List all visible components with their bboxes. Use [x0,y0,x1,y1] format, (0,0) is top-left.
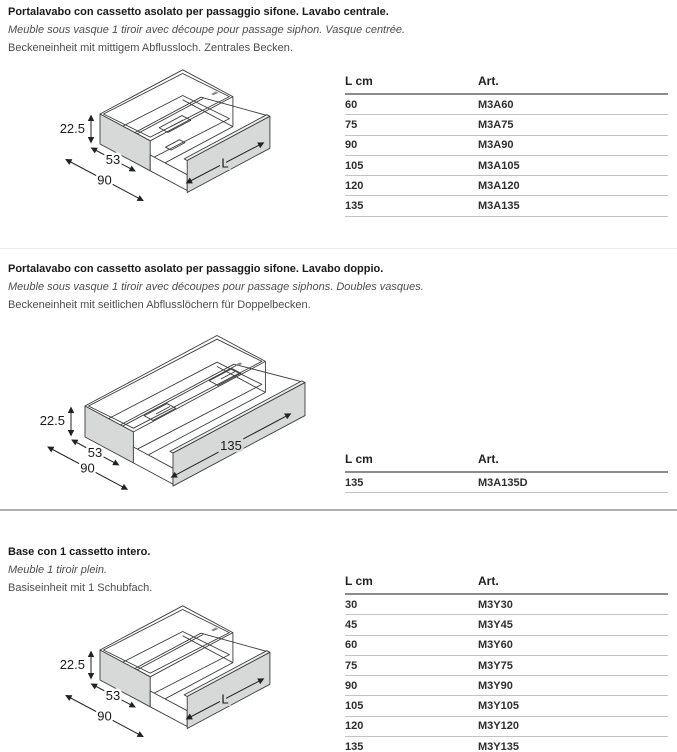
article-cell: M3Y60 [478,639,513,652]
table-row [345,636,668,656]
column-header-length: L cm [345,74,373,88]
article-cell: M3Y105 [478,700,519,713]
length-cell: 75 [345,659,358,672]
section1-subtitle-fr: Meuble sous vasque 1 tiroir avec découpe pour passage siphon. Vasque centrée. [8,24,406,36]
dimension-label-height: 22.5 [59,657,85,672]
dimension-label-length: L [221,691,229,707]
section2-subtitle-de: Beckeneinheit mit seitlichen Abflusslöchern für Doppelbecken. [8,299,311,311]
cabinet-drawing-single-basin [25,62,335,222]
dimension-label-open-depth: 90 [97,172,112,188]
length-cell: 105 [345,159,364,172]
length-cell: 60 [345,98,358,111]
length-cell: 135 [345,476,364,489]
cabinet-body [100,606,270,729]
table-row [345,717,668,737]
length-cell: 105 [345,700,364,713]
drawer-side [150,691,187,727]
cabinet-body [100,70,270,193]
article-cell: M3Y30 [478,598,513,611]
length-cell: 90 [345,679,358,692]
section-divider [0,509,677,511]
table-row [345,115,668,135]
dimension-label-depth: 53 [87,445,103,460]
section1-subtitle-de: Beckeneinheit mit mittigem Abflussloch. Zentrales Becken. [8,42,293,54]
dimension-label-length: 135 [220,438,242,453]
table-row [345,595,668,615]
length-cell: 135 [345,200,364,213]
table-row [345,473,668,493]
table-row [345,176,668,196]
table-row [345,95,668,115]
article-cell: M3Y135 [478,740,519,752]
article-cell: M3A120 [478,179,520,192]
drawer-front [187,116,270,192]
section-divider [0,248,677,249]
cabinet-body [85,336,305,487]
length-cell: 60 [345,639,358,652]
column-header-article: Art. [478,74,499,88]
article-cell: M3A135D [478,476,528,489]
section3-subtitle-de: Basiseinheit mit 1 Schubfach. [8,582,153,594]
table-header [345,570,668,595]
table-header [345,448,668,473]
length-cell: 90 [345,139,358,152]
dimension-label-height: 22.5 [39,413,65,428]
article-cell: M3A75 [478,118,514,131]
dimension-label-open-depth: 90 [97,708,112,724]
article-cell: M3Y90 [478,679,513,692]
length-cell: 135 [345,740,364,752]
articles-table-1 [345,70,668,217]
dimension-label-depth: 53 [105,152,121,167]
section3-subtitle-fr: Meuble 1 tiroir plein. [8,564,108,576]
table-row [345,696,668,716]
length-cell: 75 [345,118,358,131]
section1-title-it: Portalavabo con cassetto asolato per passaggio sifone. Lavabo centrale. [8,6,389,18]
section2-title-it: Portalavabo con cassetto asolato per passaggio sifone. Lavabo doppio. [8,263,384,275]
table-row [345,136,668,156]
section2-subtitle-fr: Meuble sous vasque 1 tiroir avec découpes pour passage siphons. Doubles vasques. [8,281,424,293]
article-cell: M3A90 [478,139,514,152]
table-row [345,156,668,176]
dimension-label-length: L [221,155,229,171]
length-cell: 45 [345,618,358,631]
article-cell: M3A60 [478,98,514,111]
articles-table-3 [345,570,668,752]
table-row [345,656,668,676]
dimension-label-open-depth: 90 [80,460,95,476]
cabinet-drawing-double-basin [25,330,355,515]
table-row [345,615,668,635]
article-cell: M3Y75 [478,659,513,672]
column-header-article: Art. [478,574,499,588]
dimension-label-height: 22.5 [59,121,85,136]
column-header-length: L cm [345,574,373,588]
table-row [345,676,668,696]
table-row [345,737,668,752]
articles-table-2 [345,448,668,493]
length-cell: 120 [345,179,364,192]
drawer-front [187,652,270,728]
article-cell: M3A135 [478,200,520,213]
article-cell: M3Y120 [478,720,519,733]
length-cell: 30 [345,598,358,611]
cabinet-drawing-plain-drawer [25,598,335,752]
table-header [345,70,668,95]
article-cell: M3A105 [478,159,520,172]
column-header-length: L cm [345,452,373,466]
table-row [345,196,668,216]
dimension-label-depth: 53 [105,688,121,703]
drawer-side [150,155,187,191]
article-cell: M3Y45 [478,618,513,631]
length-cell: 120 [345,720,364,733]
column-header-article: Art. [478,452,499,466]
section3-title-it: Base con 1 cassetto intero. [8,546,151,558]
